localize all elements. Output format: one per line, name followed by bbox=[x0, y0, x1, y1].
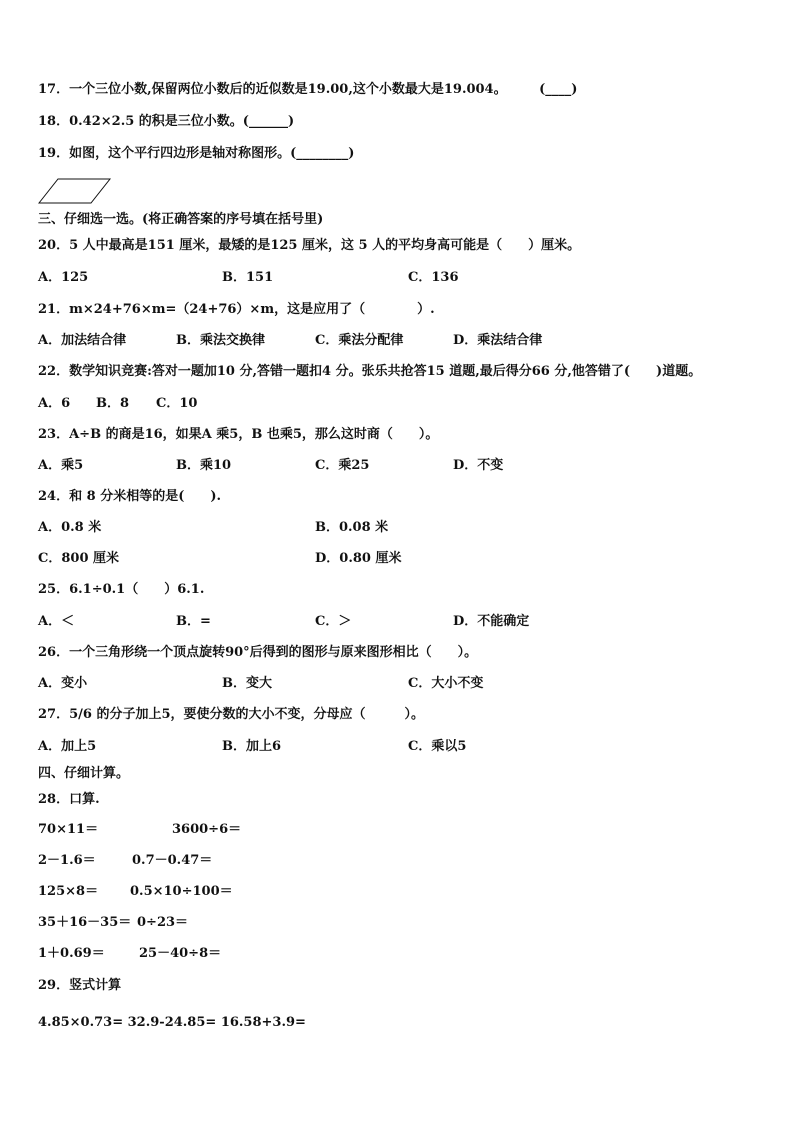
q25-option-d: D．不能确定 bbox=[453, 614, 530, 629]
q26-option-b: B．变大 bbox=[222, 676, 272, 691]
q23-option-c: C．乘25 bbox=[315, 458, 370, 473]
question-28: 28．口算. bbox=[38, 792, 100, 807]
q21-option-c: C．乘法分配律 bbox=[315, 333, 404, 348]
question-26: 26．一个三角形绕一个顶点旋转90°后得到的图形与原来图形相比（ ）。 bbox=[38, 645, 478, 660]
question-18: 18．0.42×2.5 的积是三位小数。(______) bbox=[38, 114, 295, 129]
calc-r5-left: 1＋0.69＝ bbox=[38, 946, 105, 961]
question-20: 20．5 人中最高是151 厘米，最矮的是125 厘米，这 5 人的平均身高可能是（ ）厘米。 bbox=[38, 238, 581, 253]
q24-option-c: C．800 厘米 bbox=[38, 551, 120, 566]
q25-option-c: C．＞ bbox=[315, 614, 352, 629]
parallelogram-figure bbox=[38, 178, 112, 204]
q23-option-a: A．乘5 bbox=[38, 458, 84, 473]
q26-option-a: A．变小 bbox=[38, 676, 88, 691]
q20-option-a: A．125 bbox=[38, 270, 89, 285]
q22-option-b: B．8 bbox=[96, 396, 130, 411]
q23-option-b: B．乘10 bbox=[176, 458, 232, 473]
question-17: 17．一个三位小数,保留两位小数后的近似数是19.00,这个小数最大是19.004。 (____) bbox=[38, 82, 578, 97]
calc-r2-right: 0.7－0.47＝ bbox=[132, 853, 213, 868]
q24-option-b: B．0.08 米 bbox=[315, 520, 389, 535]
question-25: 25．6.1÷0.1（ ）6.1. bbox=[38, 582, 205, 597]
q21-option-d: D．乘法结合律 bbox=[453, 333, 543, 348]
question-21: 21．m×24+76×m=（24+76）×m，这是应用了（ ）. bbox=[38, 302, 435, 317]
question-19: 19．如图，这个平行四边形是轴对称图形。(________) bbox=[38, 146, 355, 161]
q20-option-b: B．151 bbox=[222, 270, 274, 285]
q21-option-b: B．乘法交换律 bbox=[176, 333, 265, 348]
question-27: 27．5/6 的分子加上5，要使分数的大小不变，分母应（ ）。 bbox=[38, 707, 425, 722]
q22-option-a: A．6 bbox=[38, 396, 71, 411]
section-4-heading: 四、仔细计算。 bbox=[38, 766, 130, 781]
calc-r1-left: 70×11＝ bbox=[38, 822, 99, 837]
q23-option-d: D．不变 bbox=[453, 458, 504, 473]
q27-option-a: A．加上5 bbox=[38, 739, 97, 754]
calc-r2-left: 2－1.6＝ bbox=[38, 853, 96, 868]
q27-option-b: B．加上6 bbox=[222, 739, 282, 754]
calc-r3-right: 0.5×10÷100＝ bbox=[130, 884, 233, 899]
question-22: 22．数学知识竞赛:答对一题加10 分,答错一题扣4 分。张乐共抢答15 道题,最后得分66 分,他答错了( )道题。 bbox=[38, 364, 702, 379]
q22-option-c: C．10 bbox=[156, 396, 198, 411]
q24-option-a: A．0.8 米 bbox=[38, 520, 102, 535]
q26-option-c: C．大小不变 bbox=[408, 676, 484, 691]
calc-r5-right: 25－40÷8＝ bbox=[139, 946, 222, 961]
calc-r4-left: 35＋16－35＝ bbox=[38, 915, 132, 930]
q21-option-a: A．加法结合律 bbox=[38, 333, 127, 348]
q27-option-c: C．乘以5 bbox=[408, 739, 467, 754]
calc-r4-right: 0÷23＝ bbox=[137, 915, 189, 930]
q20-option-c: C．136 bbox=[408, 270, 459, 285]
vertical-calc-line: 4.85×0.73= 32.9-24.85= 16.58+3.9= bbox=[38, 1015, 306, 1030]
calc-r3-left: 125×8＝ bbox=[38, 884, 99, 899]
q24-option-d: D．0.80 厘米 bbox=[315, 551, 402, 566]
section-3-heading: 三、仔细选一选。(将正确答案的序号填在括号里) bbox=[38, 212, 324, 227]
calc-r1-right: 3600÷6＝ bbox=[172, 822, 242, 837]
q25-option-b: B．= bbox=[176, 614, 211, 629]
question-23: 23．A÷B 的商是16，如果A 乘5，B 也乘5，那么这时商（ ）。 bbox=[38, 427, 439, 442]
question-24: 24．和 8 分米相等的是( ). bbox=[38, 489, 222, 504]
question-29: 29．竖式计算 bbox=[38, 978, 122, 993]
q25-option-a: A．＜ bbox=[38, 614, 75, 629]
